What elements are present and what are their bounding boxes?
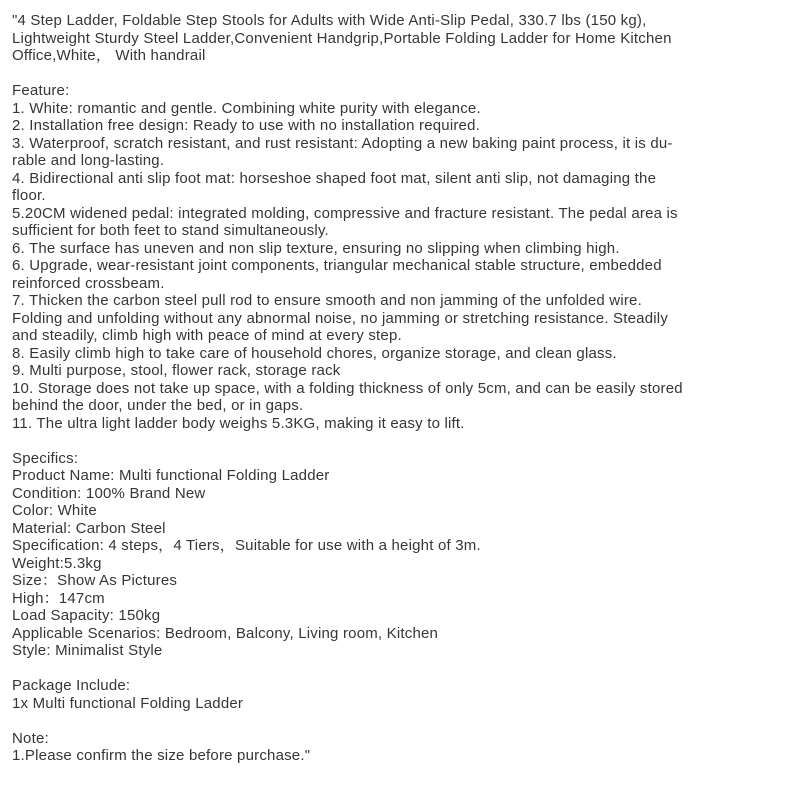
note-line: 1.Please confirm the size before purchase." [12, 747, 311, 764]
specifics-line: Applicable Scenarios: Bedroom, Balcony, Living room, Kitchen [12, 624, 439, 642]
feature-line: 11. The ultra light ladder body weighs 5.3KG, making it easy to lift. [12, 414, 465, 432]
specifics-line: Condition: 100% Brand New [12, 484, 206, 502]
feature-heading: Feature: [12, 82, 70, 99]
specifics-line: Specification: 4 steps，4 Tiers，Suitable for use with a height of 3m. [12, 537, 481, 554]
specifics-line: Weight:5.3kg [12, 554, 102, 572]
specifics-line: Size：Show As Pictures [12, 572, 178, 589]
feature-line: 7. Thicken the carbon steel pull rod to ensure smooth and non jamming of the unfolded wire. [12, 292, 642, 309]
title-line: "4 Step Ladder, Foldable Step Stools for Adults with Wide Anti-Slip Pedal, 330.7 lbs (150 kg), [12, 12, 647, 29]
feature-line: reinforced crossbeam. [12, 274, 165, 292]
specifics-section [12, 450, 788, 660]
specifics-line: Style: Minimalist Style [12, 642, 163, 659]
specifics-line: High：147cm [12, 589, 105, 607]
feature-line: 6. The surface has uneven and non slip texture, ensuring no slipping when climbing high. [12, 239, 620, 257]
note-heading: Note: [12, 729, 49, 747]
feature-line: 5.20CM widened pedal: integrated molding, compressive and fracture resistant. The pedal area is [12, 204, 678, 222]
title-line: Lightweight Sturdy Steel Ladder,Convenient Handgrip,Portable Folding Ladder for Home Kitchen [12, 29, 672, 47]
title-line: Office,White， With handrail [12, 47, 206, 64]
feature-line: behind the door, under the bed, or in gaps. [12, 397, 304, 414]
feature-line: 8. Easily climb high to take care of household chores, organize storage, and clean glass. [12, 344, 617, 362]
specifics-line: Color: White [12, 502, 97, 519]
specifics-heading: Specifics: [12, 449, 79, 467]
feature-section [12, 82, 788, 432]
feature-line: 1. White: romantic and gentle. Combining white purity with elegance. [12, 99, 481, 117]
feature-line: Folding and unfolding without any abnormal noise, no jamming or stretching resistance. Steadily [12, 309, 669, 327]
product-title-block [12, 12, 788, 65]
specifics-line: Load Sapacity: 150kg [12, 607, 161, 624]
feature-line: floor. [12, 187, 46, 204]
specifics-line: Product Name: Multi functional Folding Ladder [12, 467, 330, 484]
feature-line: 3. Waterproof, scratch resistant, and rust resistant: Adopting a new baking paint process, it is du- [12, 134, 673, 152]
package-section [12, 677, 788, 712]
feature-line: sufficient for both feet to stand simultaneously. [12, 222, 329, 239]
specifics-line: Material: Carbon Steel [12, 519, 166, 537]
feature-line: 10. Storage does not take up space, with a folding thickness of only 5cm, and can be easily stored [12, 379, 683, 397]
feature-line: 2. Installation free design: Ready to use with no installation required. [12, 117, 481, 134]
feature-line: 4. Bidirectional anti slip foot mat: horseshoe shaped foot mat, silent anti slip, not damaging the [12, 169, 657, 187]
feature-line: and steadily, climb high with peace of mind at every step. [12, 327, 402, 344]
package-heading: Package Include: [12, 677, 131, 694]
feature-line: 9. Multi purpose, stool, flower rack, storage rack [12, 362, 341, 379]
package-line: 1x Multi functional Folding Ladder [12, 694, 244, 712]
feature-line: 6. Upgrade, wear-resistant joint components, triangular mechanical stable structure, embedded [12, 257, 662, 274]
feature-line: rable and long-lasting. [12, 152, 165, 169]
note-section [12, 730, 788, 765]
